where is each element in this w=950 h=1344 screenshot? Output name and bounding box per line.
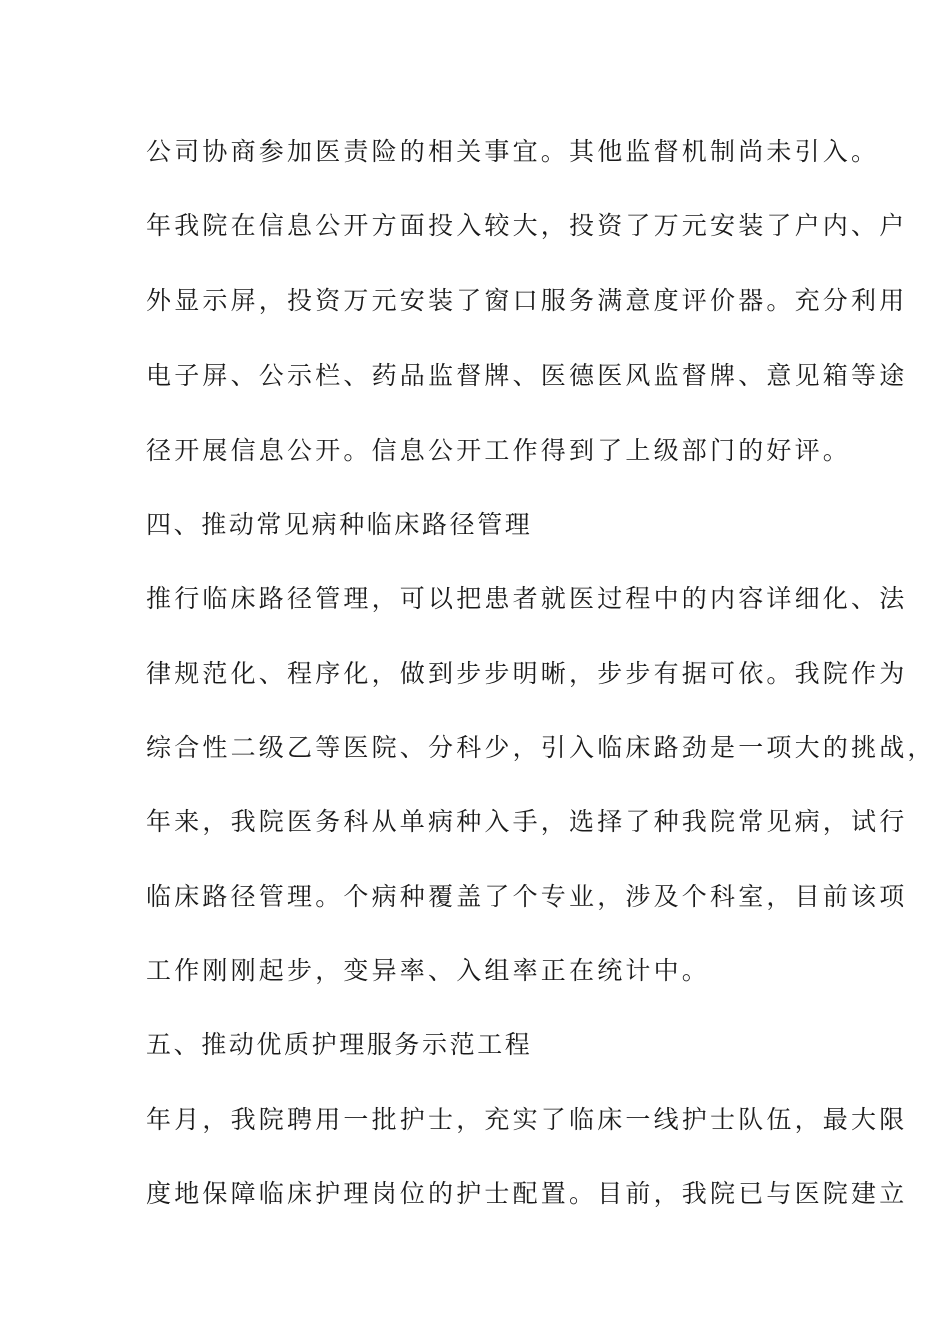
paragraph-line-7: 律规范化、程序化，做到步步明晰，步步有据可依。我院作为	[146, 659, 908, 688]
paragraph-line-10: 临床路径管理。个病种覆盖了个专业，涉及个科室，目前该项	[146, 882, 908, 911]
section-heading-4: 四、推动常见病种临床路径管理	[146, 510, 533, 539]
paragraph-line-12: 年月，我院聘用一批护士，充实了临床一线护士队伍，最大限	[146, 1105, 908, 1134]
section-heading-5: 五、推动优质护理服务示范工程	[146, 1030, 533, 1059]
paragraph-line-13: 度地保障临床护理岗位的护士配置。目前，我院已与医院建立	[146, 1179, 908, 1208]
paragraph-line-6: 推行临床路径管理，可以把患者就医过程中的内容详细化、法	[146, 584, 908, 613]
paragraph-line-9: 年来，我院医务科从单病种入手，选择了种我院常见病，试行	[146, 807, 908, 836]
paragraph-line-5: 径开展信息公开。信息公开工作得到了上级部门的好评。	[146, 436, 852, 465]
paragraph-line-1: 公司协商参加医责险的相关事宜。其他监督机制尚未引入。	[146, 137, 880, 166]
paragraph-line-8: 综合性二级乙等医院、分科少，引入临床路劲是一项大的挑战，	[146, 733, 936, 762]
paragraph-line-4: 电子屏、公示栏、药品监督牌、医德医风监督牌、意见箱等途	[146, 361, 908, 390]
paragraph-line-11: 工作刚刚起步，变异率、入组率正在统计中。	[146, 956, 711, 985]
paragraph-line-3: 外显示屏，投资万元安装了窗口服务满意度评价器。充分利用	[146, 286, 908, 315]
paragraph-line-2: 年我院在信息公开方面投入较大，投资了万元安装了户内、户	[146, 211, 908, 240]
